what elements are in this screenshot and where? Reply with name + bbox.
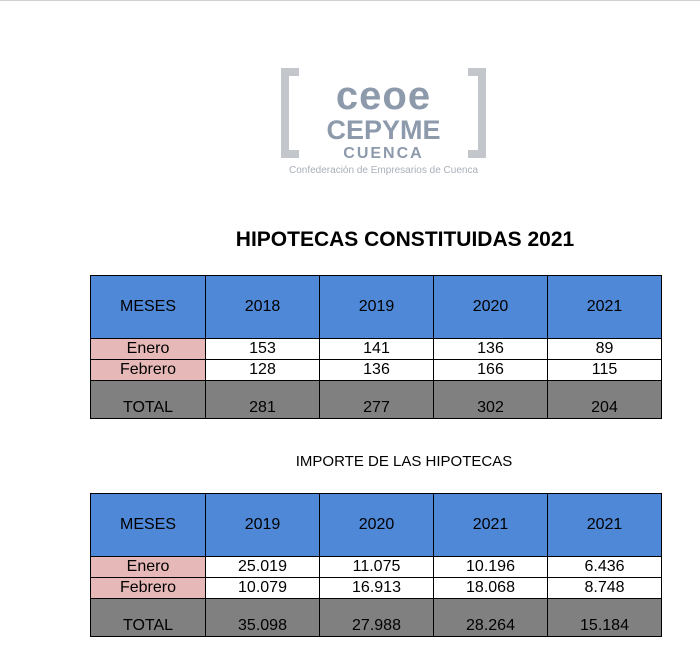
total-cell: 27.988 bbox=[320, 599, 434, 637]
header-cell: MESES bbox=[91, 494, 206, 557]
header-cell: 2019 bbox=[320, 276, 434, 339]
table-header-row bbox=[91, 494, 662, 557]
header-cell: 2021 bbox=[548, 276, 662, 339]
header-cell: 2021 bbox=[434, 494, 548, 557]
value-cell: 141 bbox=[320, 339, 434, 360]
table-row bbox=[91, 578, 662, 599]
month-cell: Febrero bbox=[91, 578, 206, 599]
total-row bbox=[91, 599, 662, 637]
value-cell: 128 bbox=[206, 360, 320, 381]
header-cell: 2021 bbox=[548, 494, 662, 557]
value-cell: 115 bbox=[548, 360, 662, 381]
page-title: HIPOTECAS CONSTITUIDAS 2021 bbox=[235, 228, 575, 251]
value-cell: 10.196 bbox=[434, 557, 548, 578]
total-cell: 204 bbox=[548, 381, 662, 419]
value-cell: 6.436 bbox=[548, 557, 662, 578]
total-cell: 35.098 bbox=[206, 599, 320, 637]
value-cell: 136 bbox=[320, 360, 434, 381]
logo-cuenca-text: CUENCA bbox=[343, 145, 424, 162]
month-cell: Enero bbox=[91, 339, 206, 360]
header-cell: 2018 bbox=[206, 276, 320, 339]
table-row bbox=[91, 360, 662, 381]
total-cell: 15.184 bbox=[548, 599, 662, 637]
total-cell: 302 bbox=[434, 381, 548, 419]
value-cell: 10.079 bbox=[206, 578, 320, 599]
header-cell: MESES bbox=[91, 276, 206, 339]
total-cell: 28.264 bbox=[434, 599, 548, 637]
month-cell: Enero bbox=[91, 557, 206, 578]
value-cell: 16.913 bbox=[320, 578, 434, 599]
value-cell: 25.019 bbox=[206, 557, 320, 578]
table-header-row bbox=[91, 276, 662, 339]
total-label: TOTAL bbox=[91, 381, 206, 419]
value-cell: 11.075 bbox=[320, 557, 434, 578]
value-cell: 153 bbox=[206, 339, 320, 360]
table-row bbox=[91, 557, 662, 578]
header-cell: 2019 bbox=[206, 494, 320, 557]
hipotecas-table bbox=[90, 275, 662, 419]
header-cell: 2020 bbox=[434, 276, 548, 339]
total-cell: 277 bbox=[320, 381, 434, 419]
logo-ceoe-text: ceoe bbox=[335, 74, 432, 118]
table-row bbox=[91, 339, 662, 360]
month-cell: Febrero bbox=[91, 360, 206, 381]
section-subtitle: IMPORTE DE LAS HIPOTECAS bbox=[295, 453, 513, 470]
total-cell: 281 bbox=[206, 381, 320, 419]
value-cell: 89 bbox=[548, 339, 662, 360]
value-cell: 166 bbox=[434, 360, 548, 381]
value-cell: 136 bbox=[434, 339, 548, 360]
logo-tagline: Confederación de Empresarios de Cuenca bbox=[289, 165, 478, 176]
value-cell: 8.748 bbox=[548, 578, 662, 599]
total-row bbox=[91, 381, 662, 419]
logo-cepyme-text: CEPYME bbox=[326, 115, 441, 145]
total-label: TOTAL bbox=[91, 599, 206, 637]
top-divider bbox=[0, 0, 700, 1]
ceoe-cepyme-logo bbox=[281, 68, 486, 180]
header-cell: 2020 bbox=[320, 494, 434, 557]
importe-table bbox=[90, 493, 662, 637]
value-cell: 18.068 bbox=[434, 578, 548, 599]
